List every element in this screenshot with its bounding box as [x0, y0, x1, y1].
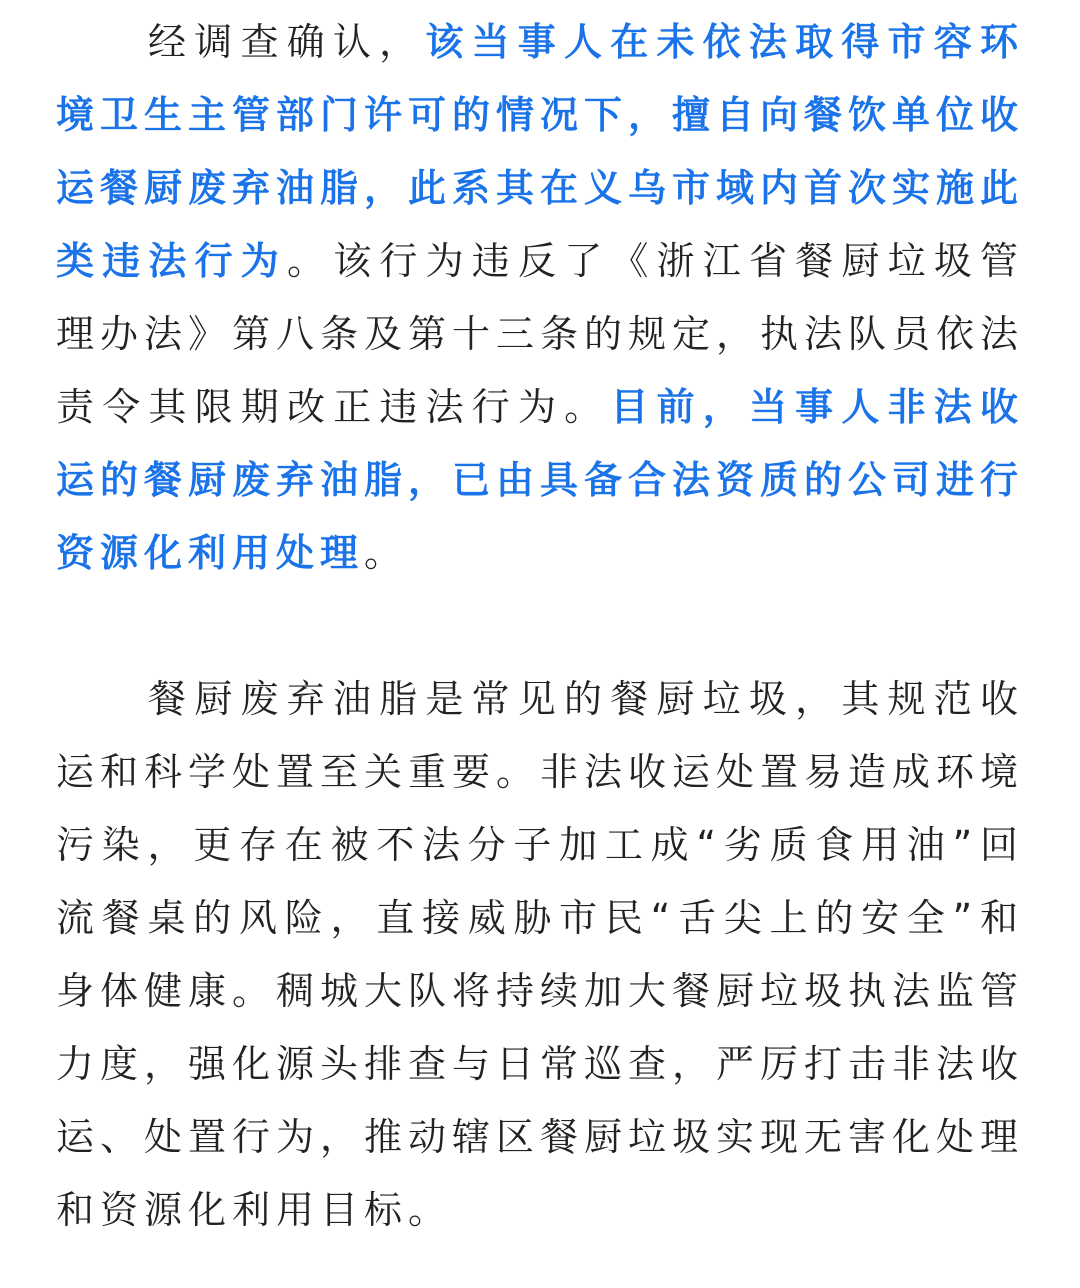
paragraph-investigation — [56, 6, 1024, 590]
paragraph-explanation — [56, 663, 1024, 1247]
highlighted-text: 目前，当事人非法收运的餐厨废弃油脂，已由具备合法资质的公司进行资源化利用处理 — [56, 385, 1025, 575]
highlighted-text: 该当事人在未依法取得市容环境卫生主管部门许可的情况下，擅自向餐饮单位收运餐厨废弃油脂，此系其在义乌市域内首次实施此类违法行为 — [56, 20, 1025, 283]
article-body — [56, 6, 1024, 1247]
text-segment: 餐厨废弃油脂是常见的餐厨垃圾，其规范收运和科学处置至关重要。非法收运处置易造成环境污染，更存在被不法分子加工成“劣质食用油”回流餐桌的风险，直接威胁市民“舌尖上的安全”和身体健康。稠城大队将持续加大餐厨垃圾执法监管力度，强化源头排查与日常巡查，严厉打击非法收运、处置行为，推动辖区餐厨垃圾实现无害化处理和资源化利用目标。 — [56, 677, 1025, 1232]
text-segment: 经调查确认， — [148, 20, 426, 64]
text-segment: 。该行为违反了《浙江省餐厨垃圾管理办法》第八条及第十三条的规定，执法队员依法责令其限期改正违法行为。 — [56, 239, 1025, 429]
text-segment: 。 — [364, 531, 409, 575]
